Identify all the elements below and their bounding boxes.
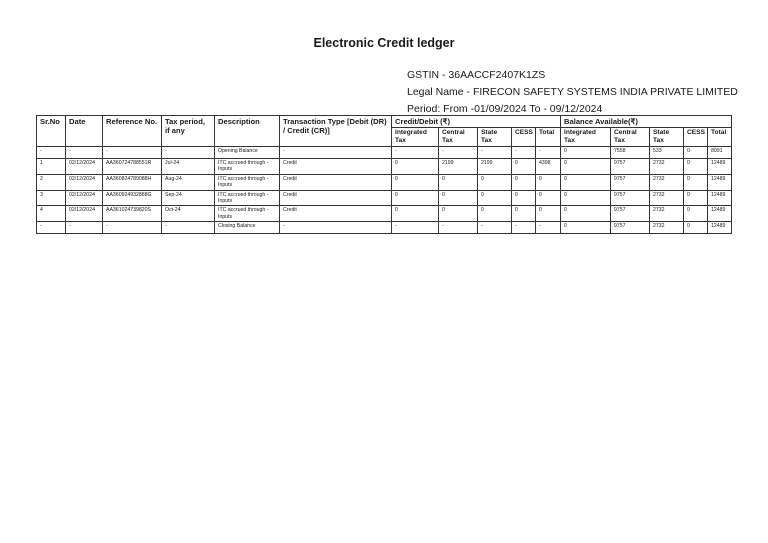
cell-srno: 3 [37, 190, 66, 206]
cell-cd-cess: - [512, 222, 536, 234]
cell-tax-period: Jul-24 [162, 159, 215, 175]
cell-cd-integrated: 0 [392, 190, 439, 206]
cell-transaction-type: Credit [280, 206, 392, 222]
cell-bal-total: 12489 [708, 222, 732, 234]
cell-bal-central: 9757 [611, 190, 650, 206]
cell-reference: AA360724788551R [103, 159, 162, 175]
cell-description: ITC accrued through - Inputs [215, 206, 280, 222]
cell-cd-central: 2199 [439, 159, 478, 175]
cell-cd-total: 0 [536, 190, 561, 206]
table-row [37, 159, 732, 175]
cell-description: Closing Balance [215, 222, 280, 234]
header-reference: Reference No. [103, 116, 162, 147]
cell-cd-cess: 0 [512, 206, 536, 222]
cell-cd-total: 4398 [536, 159, 561, 175]
cell-bal-state: 2732 [650, 206, 684, 222]
cell-tax-period: Sep-24 [162, 190, 215, 206]
cell-bal-integrated: 0 [561, 222, 611, 234]
cell-cd-integrated: 0 [392, 206, 439, 222]
header-row [37, 116, 732, 128]
cell-transaction-type: - [280, 222, 392, 234]
header-description: Description [215, 116, 280, 147]
cell-date: 02/12/2024 [66, 159, 103, 175]
cell-date: 02/12/2024 [66, 190, 103, 206]
cell-cd-state: 0 [478, 190, 512, 206]
cell-bal-state: 533 [650, 147, 684, 159]
cell-cd-central: 0 [439, 174, 478, 190]
cell-cd-total: - [536, 147, 561, 159]
cell-bal-central: 9757 [611, 174, 650, 190]
cell-bal-cess: 0 [684, 190, 708, 206]
table-row [37, 206, 732, 222]
cell-cd-integrated: - [392, 222, 439, 234]
cell-tax-period: - [162, 147, 215, 159]
header-transaction-type: Transaction Type [Debit (DR) / Credit (CR)] [280, 116, 392, 147]
cell-transaction-type: Credit [280, 174, 392, 190]
cell-bal-cess: 0 [684, 206, 708, 222]
cell-cd-central: - [439, 222, 478, 234]
header-balance: Balance Available(₹) [561, 116, 732, 128]
cell-cd-state: 2199 [478, 159, 512, 175]
cell-srno: 1 [37, 159, 66, 175]
cell-bal-total: 12489 [708, 174, 732, 190]
cell-bal-total: 12489 [708, 159, 732, 175]
subheader-bal-central: Central Tax [611, 128, 650, 147]
cell-cd-cess: 0 [512, 174, 536, 190]
cell-cd-state: 0 [478, 206, 512, 222]
cell-bal-central: 9757 [611, 222, 650, 234]
header-srno: Sr.No [37, 116, 66, 147]
cell-transaction-type: Credit [280, 190, 392, 206]
cell-reference: AA360924932888G [103, 190, 162, 206]
subheader-cd-cess: CESS [512, 128, 536, 147]
page-title: Electronic Credit ledger [313, 36, 455, 50]
cell-bal-integrated: 0 [561, 190, 611, 206]
cell-cd-cess: 0 [512, 190, 536, 206]
cell-bal-central: 7558 [611, 147, 650, 159]
header-credit-debit: Credit/Debit (₹) [392, 116, 561, 128]
cell-cd-total: - [536, 222, 561, 234]
cell-cd-state: - [478, 147, 512, 159]
subheader-bal-total: Total [708, 128, 732, 147]
subheader-cd-total: Total [536, 128, 561, 147]
cell-bal-total: 12489 [708, 206, 732, 222]
cell-description: Opening Balance [215, 147, 280, 159]
cell-description: ITC accrued through - Inputs [215, 190, 280, 206]
credit-ledger-table [36, 115, 732, 234]
cell-bal-state: 2732 [650, 174, 684, 190]
cell-tax-period: - [162, 222, 215, 234]
cell-bal-central: 9757 [611, 159, 650, 175]
subheader-bal-cess: CESS [684, 128, 708, 147]
cell-cd-central: 0 [439, 206, 478, 222]
cell-cd-total: 0 [536, 206, 561, 222]
cell-bal-state: 2732 [650, 222, 684, 234]
cell-cd-state: 0 [478, 174, 512, 190]
cell-reference: - [103, 147, 162, 159]
cell-bal-state: 2732 [650, 190, 684, 206]
cell-description: ITC accrued through - Inputs [215, 159, 280, 175]
cell-reference: AA361024739820S [103, 206, 162, 222]
cell-srno: 2 [37, 174, 66, 190]
cell-cd-cess: - [512, 147, 536, 159]
cell-bal-integrated: 0 [561, 159, 611, 175]
legal-name-line: Legal Name - FIRECON SAFETY SYSTEMS INDIA PRIVATE LIMITED [407, 86, 738, 98]
cell-bal-cess: 0 [684, 147, 708, 159]
cell-date: 02/12/2024 [66, 206, 103, 222]
cell-bal-cess: 0 [684, 174, 708, 190]
cell-bal-state: 2732 [650, 159, 684, 175]
cell-srno: - [37, 147, 66, 159]
cell-cd-integrated: 0 [392, 174, 439, 190]
cell-cd-integrated: 0 [392, 159, 439, 175]
subheader-cd-state: State Tax [478, 128, 512, 147]
table-row [37, 190, 732, 206]
table-row [37, 222, 732, 234]
cell-bal-cess: 0 [684, 159, 708, 175]
period-line: Period: From -01/09/2024 To - 09/12/2024 [407, 103, 603, 115]
gstin-line: GSTIN - 36AACCF2407K1ZS [407, 69, 546, 81]
header-tax-period: Tax period, if any [162, 116, 215, 147]
cell-tax-period: Aug-24 [162, 174, 215, 190]
cell-date: - [66, 222, 103, 234]
cell-description: ITC accrued through - Inputs [215, 174, 280, 190]
header-date: Date [66, 116, 103, 147]
cell-bal-integrated: 0 [561, 147, 611, 159]
cell-bal-central: 9757 [611, 206, 650, 222]
cell-bal-total: 8091 [708, 147, 732, 159]
cell-bal-total: 12489 [708, 190, 732, 206]
subheader-cd-integrated: Integrated Tax [392, 128, 439, 147]
cell-transaction-type: - [280, 147, 392, 159]
cell-transaction-type: Credit [280, 159, 392, 175]
cell-bal-cess: 0 [684, 222, 708, 234]
table-row [37, 147, 732, 159]
cell-reference: - [103, 222, 162, 234]
cell-cd-central: - [439, 147, 478, 159]
cell-cd-integrated: - [392, 147, 439, 159]
cell-cd-cess: 0 [512, 159, 536, 175]
cell-cd-total: 0 [536, 174, 561, 190]
cell-bal-integrated: 0 [561, 206, 611, 222]
table-row [37, 174, 732, 190]
subheader-bal-state: State Tax [650, 128, 684, 147]
cell-date: - [66, 147, 103, 159]
cell-srno: 4 [37, 206, 66, 222]
cell-reference: AA360824789088H [103, 174, 162, 190]
subheader-cd-central: Central Tax [439, 128, 478, 147]
ledger-meta [407, 67, 738, 118]
cell-tax-period: Oct-24 [162, 206, 215, 222]
subheader-bal-integrated: Integrated Tax [561, 128, 611, 147]
cell-bal-integrated: 0 [561, 174, 611, 190]
cell-cd-central: 0 [439, 190, 478, 206]
cell-srno: - [37, 222, 66, 234]
cell-date: 02/12/2024 [66, 174, 103, 190]
cell-cd-state: - [478, 222, 512, 234]
